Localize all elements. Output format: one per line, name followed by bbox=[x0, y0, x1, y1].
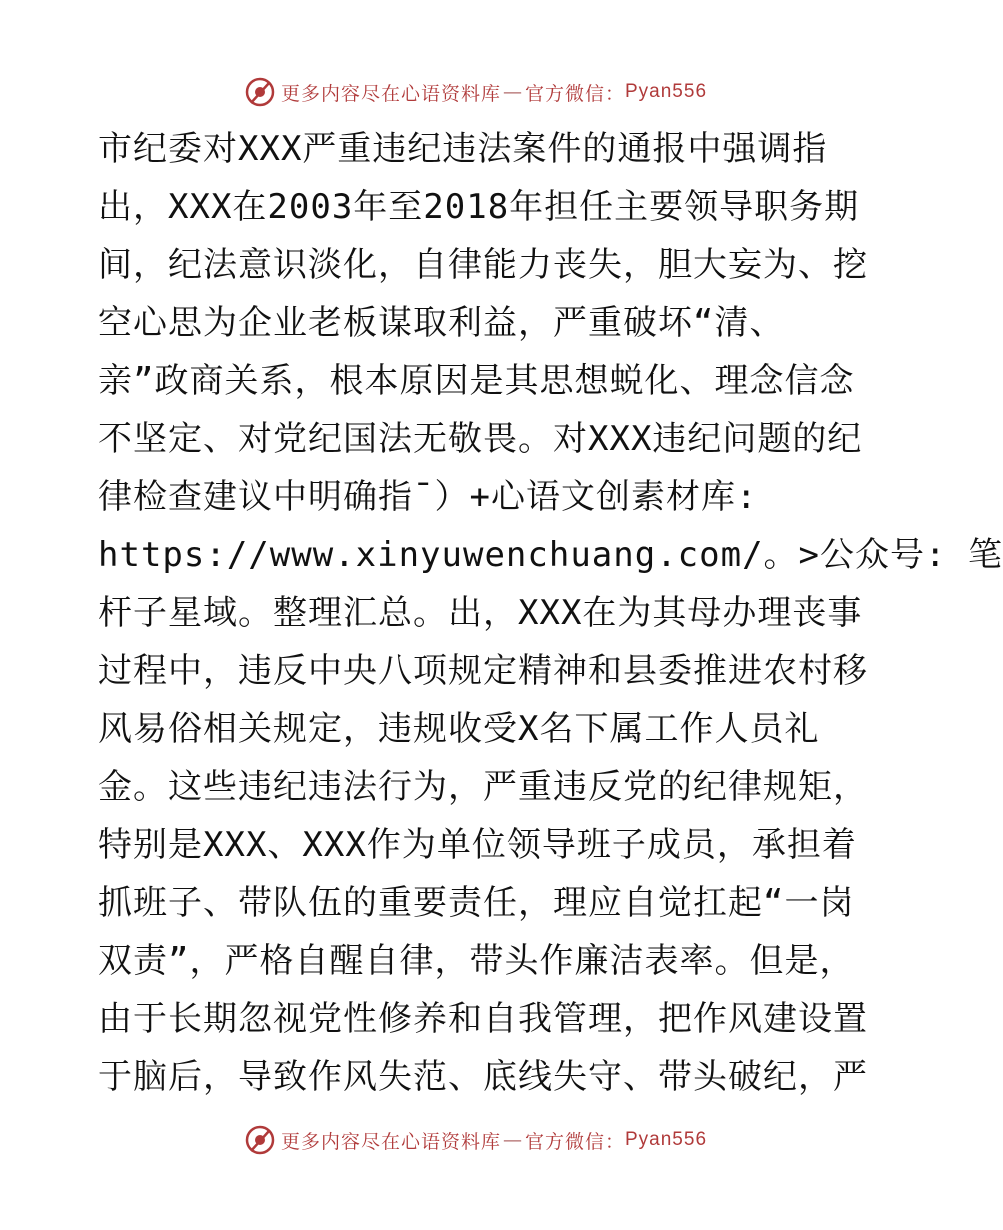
text-line: https://www.xinyuwenchuang.com/。>公众号: 笔 bbox=[98, 535, 1003, 575]
xinyu-logo-icon bbox=[243, 75, 277, 109]
watermark-wechat-id: Pyan556 bbox=[625, 81, 708, 102]
watermark-wechat-id: Pyan556 bbox=[625, 1129, 708, 1150]
text-line: 律检查建议中明确指¯）+心语文创素材库: bbox=[98, 477, 758, 517]
text-line: 双责”，严格自醒自律，带头作廉洁表率。但是， bbox=[98, 941, 855, 981]
text-line: 于脑后，导致作风失范、底线失守、带头破纪，严 bbox=[98, 1057, 868, 1097]
text-line: 由于长期忽视党性修养和自我管理，把作风建设置 bbox=[98, 999, 868, 1039]
watermark-separator: — bbox=[502, 1129, 523, 1151]
text-line: 杆子星域。整理汇总。出，XXX在为其母办理丧事 bbox=[98, 593, 863, 633]
text-line: 间，纪法意识淡化，自律能力丧失，胆大妄为、挖 bbox=[98, 245, 868, 285]
xinyu-logo-icon bbox=[243, 1123, 277, 1157]
text-line: 不坚定、对党纪国法无敬畏。对XXX违纪问题的纪 bbox=[98, 419, 863, 459]
watermark-text: 更多内容尽在心语资料库 bbox=[280, 82, 501, 105]
watermark-wechat-label: 官方微信： bbox=[524, 82, 625, 105]
watermark-separator: — bbox=[502, 81, 523, 103]
text-line: 金。这些违纪违法行为，严重违反党的纪律规矩， bbox=[98, 767, 868, 807]
watermark-header bbox=[0, 70, 950, 114]
watermark-text: 更多内容尽在心语资料库 bbox=[280, 1130, 501, 1153]
text-line: 空心思为企业老板谋取利益，严重破坏“清、 bbox=[98, 303, 785, 343]
text-line: 亲”政商关系，根本原因是其思想蜕化、理念信念 bbox=[98, 361, 855, 401]
text-line: 抓班子、带队伍的重要责任，理应自觉扛起“一岗 bbox=[98, 883, 855, 923]
watermark-footer bbox=[0, 1118, 950, 1162]
text-line: 市纪委对XXX严重违纪违法案件的通报中强调指 bbox=[98, 129, 828, 169]
text-line: 出，XXX在2003年至2018年担任主要领导职务期 bbox=[98, 187, 860, 227]
text-line: 风易俗相关规定，违规收受X名下属工作人员礼 bbox=[98, 709, 820, 749]
text-line: 过程中，违反中央八项规定精神和县委推进农村移 bbox=[98, 651, 868, 691]
watermark-wechat-label: 官方微信： bbox=[524, 1130, 625, 1153]
text-line: 特别是XXX、XXX作为单位领导班子成员，承担着 bbox=[98, 825, 857, 865]
